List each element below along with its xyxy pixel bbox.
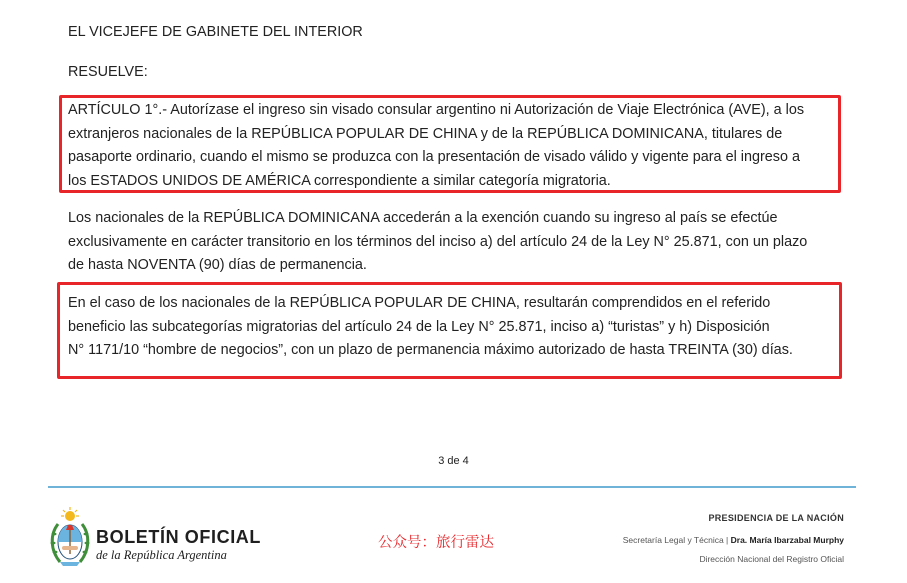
article1-line: ARTÍCULO 1°.- Autorízase el ingreso sin visado consular argentino ni Autorización de Viaje Electrónica (AVE), a los [68, 102, 805, 118]
page-indicator: 3 de 4 [438, 455, 469, 467]
boletin-oficial-title: BOLETÍN OFICIAL [96, 527, 261, 547]
boletin-oficial-subtitle: de la República Argentina [96, 548, 227, 562]
article1-paragraph [68, 99, 838, 193]
argentina-coat-of-arms-icon [48, 506, 92, 570]
dominicana-line: de hasta NOVENTA (90) días de permanencia. [68, 257, 367, 273]
secretaria-prefix: Secretaría Legal y Técnica | [622, 535, 731, 545]
article1-line: los ESTADOS UNIDOS DE AMÉRICA correspondiente a similar categoría migratoria. [68, 172, 611, 189]
article1-line: pasaporte ordinario, cuando el mismo se produzca con la presentación de visado válido y vigente para el ingreso a [68, 149, 800, 165]
document-heading: EL VICEJEFE DE GABINETE DEL INTERIOR [68, 24, 363, 40]
footer-divider [48, 486, 856, 488]
secretaria-name: Dra. María Ibarzabal Murphy [730, 535, 844, 545]
dominicana-line: exclusivamente en carácter transitorio en los términos del inciso a) del artículo 24 de la Ley N° 25.871, con un plazo [68, 233, 808, 250]
resuelve-label: RESUELVE: [68, 64, 148, 80]
secretaria-line [623, 535, 844, 545]
dominicana-line: Los nacionales de la REPÚBLICA DOMINICANA accederán a la exención cuando su ingreso al país se efectúe [68, 210, 778, 226]
china-paragraph [68, 292, 838, 363]
presidencia-label: PRESIDENCIA DE LA NACIÓN [708, 513, 844, 523]
direccion-label: Dirección Nacional del Registro Oficial [699, 554, 844, 564]
china-line: beneficio las subcategorías migratorias del artículo 24 de la Ley N° 25.871, inciso a) “turistas” y h) Disposición [68, 318, 770, 335]
dominicana-paragraph [68, 207, 838, 278]
article1-line: extranjeros nacionales de la REPÚBLICA POPULAR DE CHINA y de la REPÚBLICA DOMINICANA, titulares de [68, 125, 783, 142]
wechat-watermark: 公众号：旅行雷达 [378, 535, 494, 551]
china-line: En el caso de los nacionales de la REPÚBLICA POPULAR DE CHINA, resultarán comprendidos en el referido [68, 295, 771, 311]
china-line: N° 1171/10 “hombre de negocios”, con un plazo de permanencia máximo autorizado de hasta TREINTA (30) días. [68, 342, 793, 358]
